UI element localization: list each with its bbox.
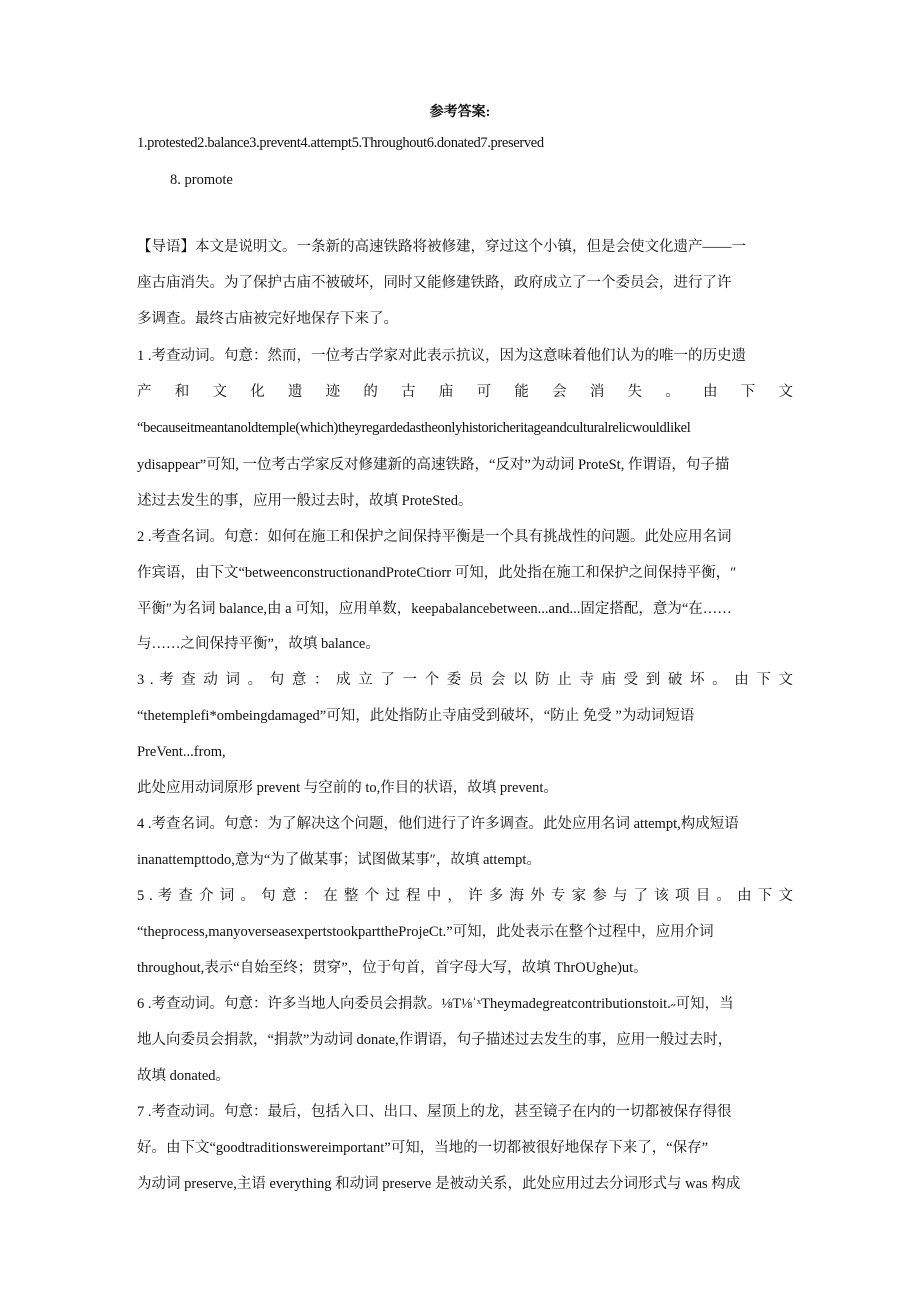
- answer-key-heading: 参考答案:: [429, 105, 491, 120]
- explanation-line: 地人向委员会捐款，“捐款”为动词 donate,作谓语，句子描述过去发生的事，应用一般过去时，: [137, 1032, 733, 1048]
- explanation-line: 产 和 文 化 遗 迹 的 古 庙 可 能 会 消 失 。 由 下 文: [137, 384, 793, 400]
- explanation-line: 作宾语，由下文“betweenconstructionandProteCtiorr 可知，此处指在施工和保护之间保持平衡，″: [137, 565, 737, 581]
- explanation-line: 1 .考查动词。句意：然而，一位考古学家对此表示抗议，因为这意味着他们认为的唯一的历史遗: [137, 348, 746, 364]
- explanation-line: inanattempttodo,意为“为了做某事；试图做某事″，故填 attempt。: [137, 852, 541, 868]
- answer-list-line-1: 1.protested2.balance3.prevent4.attempt5.Throughout6.donated7.preserved: [137, 135, 544, 151]
- explanation-line: 此处应用动词原形 prevent 与空前的 to,作目的状语，故填 prevent。: [137, 780, 558, 796]
- explanation-line: 2 .考查名词。句意：如何在施工和保护之间保持平衡是一个具有挑战性的问题。此处应用名词: [137, 529, 732, 545]
- explanation-line: “becauseitmeantanoldtemple(which)theyregardedastheonlyhistoricheritageandculturalrelicwouldlikel: [137, 420, 691, 436]
- intro-line: 座古庙消失。为了保护古庙不被破坏，同时又能修建铁路，政府成立了一个委员会，进行了许: [137, 275, 732, 291]
- explanation-line: 7 .考查动词。句意：最后，包括入口、出口、屋顶上的龙，甚至镜子在内的一切都被保存得很: [137, 1104, 732, 1120]
- explanation-line: PreVent...from,: [137, 744, 226, 760]
- explanation-line: 好。由下文“goodtraditionswereimportant”可知，当地的一切都被很好地保存下来了，“保存”: [137, 1140, 709, 1156]
- intro-line: 多调查。最终古庙被完好地保存下来了。: [137, 311, 398, 327]
- explanation-line: 述过去发生的事，应用一般过去时，故填 ProteSted。: [137, 493, 473, 509]
- explanation-line: 6 .考查动词。句意：许多当地人向委员会捐款。⅛T⅛ˈˣTheymadegreatcontributionstoit.˶可知，当: [137, 996, 734, 1012]
- explanation-line: ydisappear”可知, 一位考古学家反对修建新的高速铁路，“反对”为动词 ProteSt, 作谓语，句子描: [137, 457, 730, 473]
- explanation-line: “theprocess,manyoverseasexpertstookparttheProjeCt.”可知，此处表示在整个过程中，应用介词: [137, 924, 714, 940]
- explanation-line: throughout,表示“自始至终；贯穿”，位于句首，首字母大写，故填 ThrOUghe)ut。: [137, 960, 648, 976]
- explanation-line: “thetemplefi*ombeingdamaged”可知，此处指防止寺庙受到破坏，“防止 免受 ”为动词短语: [137, 708, 695, 724]
- intro-line: 【导语】本文是说明文。一条新的高速铁路将被修建，穿过这个小镇，但是会使文化遗产——一: [137, 239, 746, 255]
- explanation-line: 4 .考查名词。句意：为了解决这个问题，他们进行了许多调查。此处应用名词 attempt,构成短语: [137, 816, 739, 832]
- answer-list-line-2: 8. promote: [170, 172, 233, 188]
- explanation-line: 平衡″为名词 balance,由 a 可知，应用单数，keepabalancebetween...and...固定搭配，意为“在……: [137, 601, 732, 617]
- explanation-line: 与……之间保持平衡”，故填 balance。: [137, 636, 380, 652]
- explanation-line: 为动词 preserve,主语 everything 和动词 preserve 是被动关系，此处应用过去分词形式与 was 构成: [137, 1176, 741, 1192]
- explanation-line: 3 . 考 查 动 词 。 句 意 ： 成 立 了 一 个 委 员 会 以 防 止 寺 庙 受 到 破 坏 。 由 下 文: [137, 672, 793, 688]
- explanation-line: 故填 donated。: [137, 1068, 231, 1084]
- explanation-line: 5 . 考 查 介 词 。 句 意 ： 在 整 个 过 程 中 ， 许 多 海 外 专 家 参 与 了 该 项 目 。 由 下 文: [137, 888, 793, 904]
